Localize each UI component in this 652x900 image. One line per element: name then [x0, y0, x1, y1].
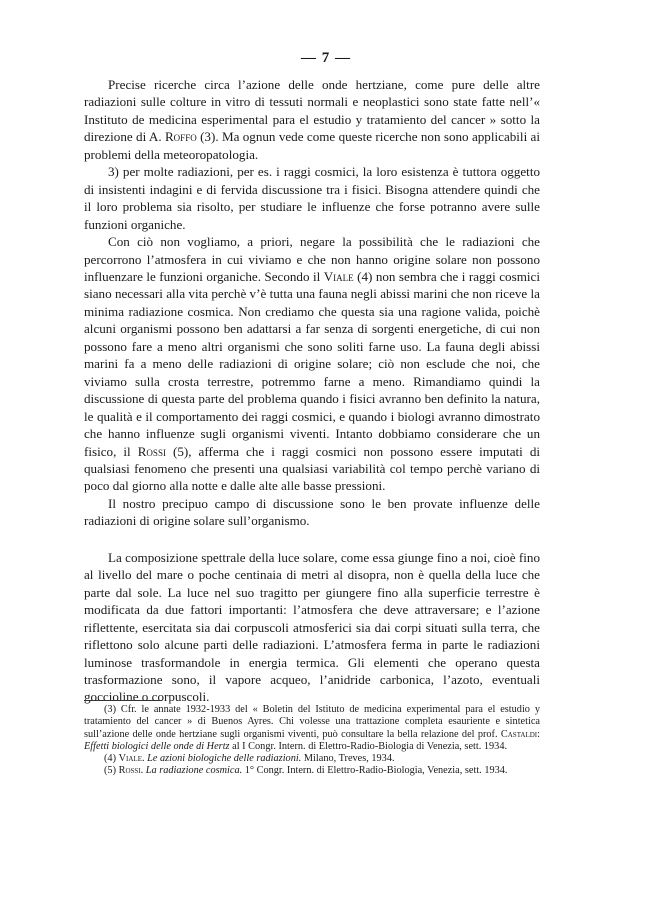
paragraph-3-part-b: (4) non sembra che i raggi cosmici siano necessari alla vita perchè v’è tutta una fauna negli abissi marini che non riceve la minima radiazione cosmica. Non crediamo che questa sia una ragione valida, poichè alcuni organismi possono ben adattarsi a far senza di sorgenti energetiche, di cui non possono fare a meno altri organismi che sono soliti farne uso. La fauna degli abissi marini fa a meno delle radiazioni di origine solare; ciò non esclude che noi, che viviamo sulla crosta terrestre, potremmo farne a meno. Rimandiamo quindi la discussione di questa parte del problema quando i fisici avranno ben definito la natura, le qualità e il comportamento dei raggi cosmici, e quando i biologi avranno dimostrato che hanno influenze sugli organismi viventi. Intanto dobbiamo considerare che un fisico, il [84, 268, 540, 459]
footnote-4-author: Viale [118, 753, 142, 765]
footnote-divider [84, 700, 162, 701]
paragraph-4: Il nostro precipuo campo di discussione sono le ben provate influenze delle radiazioni di origine solare sull’organismo. [84, 495, 540, 529]
paragraph-5: La composizione spettrale della luce solare, come essa giunge fino a noi, cioè fino al livello del mare o poche centinaia di metri al disopra, non è quella della luce che parte dal sole. La luce nel suo tragitto per giungere fino alla superficie terrestre è modificata da due fattori importanti: l’atmosfera che deve attraversare; e l’azione riflettente, esercitata sia dai corpuscoli atmosferici sia dai corpi situati sulla terra, che riflettono solo alcune parti delle radiazioni. L’atmosfera ferma in parte le radiazioni luminose trasformandole in energia termica. Gli elementi che operano questa trasformazione sono, il vapore acqueo, l’anidride carbonica, l’azoto, eventuali goccioline o corpuscoli. [84, 549, 540, 705]
footnote-5-rest: 1° Congr. Intern. di Elettro-Radio-Biologia, Venezia, sett. 1934. [244, 765, 508, 777]
author-roffo: Roffo [164, 129, 197, 145]
footnote-5-title: La radiazione cosmica. [145, 765, 243, 777]
footnote-3-author: Castaldi [500, 728, 538, 740]
paragraph-1-text: Precise ricerche circa l’azione delle onde hertziane, come pure delle altre radiazioni sulle colture in vitro di tessuti normali e neoplastici sono state fatte nell’« Instituto de medicina esperimental para el estudio y tratamiento del cancer » sotto la direzione di A. [84, 77, 540, 145]
paragraph-3-part-c: (5), afferma che i raggi cosmici non possono essere imputati di qualsiasi fenomeno che presenti una qualsiasi variabilità col tempo perchè variano di poco dal giorno alla notte e dalle alte alle basse pressioni. [84, 443, 541, 494]
footnote-4-number: (4) [104, 753, 117, 765]
footnote-4: (4) Viale. Le azioni biologiche delle radiazioni. Milano, Treves, 1934. [104, 753, 395, 765]
author-rossi: Rossi [137, 443, 166, 459]
paragraph-1-tail: (3). Ma ognun vede come queste ricerche non sono applicabili ai problemi della meteoropatologia. [84, 129, 541, 162]
footnote-3-title: Effetti biologici delle onde di Hertz [84, 740, 230, 752]
footnote-5-number: (5) [104, 765, 117, 777]
footnote-3-tail: al I Congr. Intern. di Elettro-Radio-Biologia di Venezia, sett. 1934. [232, 740, 508, 752]
author-viale: Viale [323, 268, 354, 284]
page-number: — 7 — [301, 50, 351, 66]
paragraph-2: 3) per molte radiazioni, per es. i raggi cosmici, la loro esistenza è tuttora oggetto di insistenti indagini e di fervida discussione tra i fisici. Bisogna attendere quindi che il loro problema sia risolto, per studiare le influenze che forse potranno avere sulle funzioni organiche. [84, 164, 540, 232]
footnote-3 [84, 704, 540, 753]
footnote-4-title: Le azioni biologiche delle radiazioni. [147, 753, 302, 765]
footnote-5: (5) Rossi. La radiazione cosmica. 1° Congr. Intern. di Elettro-Radio-Biologia, Venezia, sett. 1934. [104, 765, 508, 777]
footnote-3-colon: : [537, 728, 540, 740]
footnote-3-text: (3) Cfr. le annate 1932-1933 del « Boletin del Istituto de medicina experimental para el estudio y tratamiento del cancer » di Buenos Ayres. Chi volesse una trattazione completa esauriente e sintetica sull’azione delle onde hertziane sugli organismi viventi, può consultare la bella relazione del prof. [84, 704, 540, 740]
paragraph-1 [84, 76, 540, 163]
footnotes [84, 704, 540, 778]
footnote-4-rest: Milano, Treves, 1934. [303, 753, 395, 765]
paragraph-3 [84, 233, 540, 495]
footnote-5-author: Rossi [118, 765, 141, 777]
paragraph-3-part-a: Con ciò non vogliamo, a priori, negare la possibilità che le radiazioni che percorrono l’atmosfera in cui viviamo e che non hanno origine solare non possono influenzare le funzioni organiche. Secondo il [84, 234, 540, 284]
main-text [84, 76, 540, 706]
